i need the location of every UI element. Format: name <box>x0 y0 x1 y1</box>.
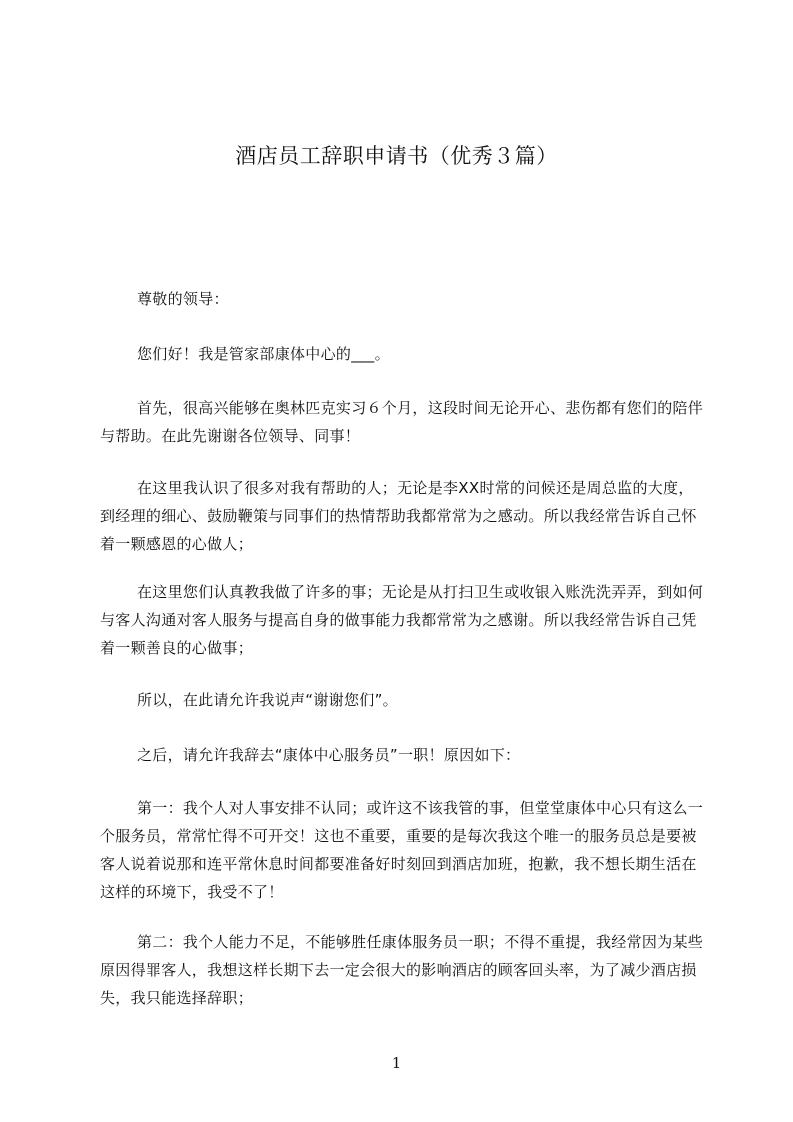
thanks-learning-paragraph: 在这里您们认真教我做了许多的事；无论是从打扫卫生或收银入账洗洗弄弄，到如何与客人沟通对客人服务与提高自身的做事能力我都常常为之感谢。所以我经常告诉自己凭着一颗善良的心做事； <box>100 583 704 657</box>
document-title: 酒店员工辞职申请书（优秀３篇） <box>235 144 558 168</box>
reason-two-paragraph: 第二：我个人能力不足，不能够胜任康体服务员一职；不得不重提，我经常因为某些原因得罪客人，我想这样长期下去一定会很大的影响酒店的顾客回头率，为了减少酒店损失，我只能选择辞职； <box>100 933 704 1007</box>
page-number: 1 <box>391 1054 402 1072</box>
gratitude-paragraph: 首先，很高兴能够在奥林匹克实习６个月，这段时间无论开心、悲伤都有您们的陪伴与帮助。在此先谢谢各位领导、同事！ <box>100 399 704 445</box>
thank-you-paragraph: 所以，在此请允许我说声“谢谢您们”。 <box>137 691 398 709</box>
greeting-paragraph: 您们好！我是管家部康体中心的___。 <box>137 345 390 363</box>
resignation-paragraph: 之后，请允许我辞去“康体中心服务员”一职！原因如下： <box>137 746 521 764</box>
thanks-people-paragraph: 在这里我认识了很多对我有帮助的人；无论是李XX时常的问候还是周总监的大度，到经理的细心、鼓励鞭策与同事们的热情帮助我都常常为之感动。所以我经常告诉自己怀着一颗感恩的心做人； <box>100 479 697 553</box>
reason-one-paragraph: 第一：我个人对人事安排不认同；或许这不该我管的事，但堂堂康体中心只有这么一个服务员，常常忙得不可开交！这也不重要，重要的是每次我这个唯一的服务员总是要被客人说着说那和连平常休息时间都要准备好时刻回到酒店加班，抱歉，我不想长期生活在这样的环境下，我受不了！ <box>100 799 704 901</box>
salutation-paragraph: 尊敬的领导： <box>137 290 229 308</box>
